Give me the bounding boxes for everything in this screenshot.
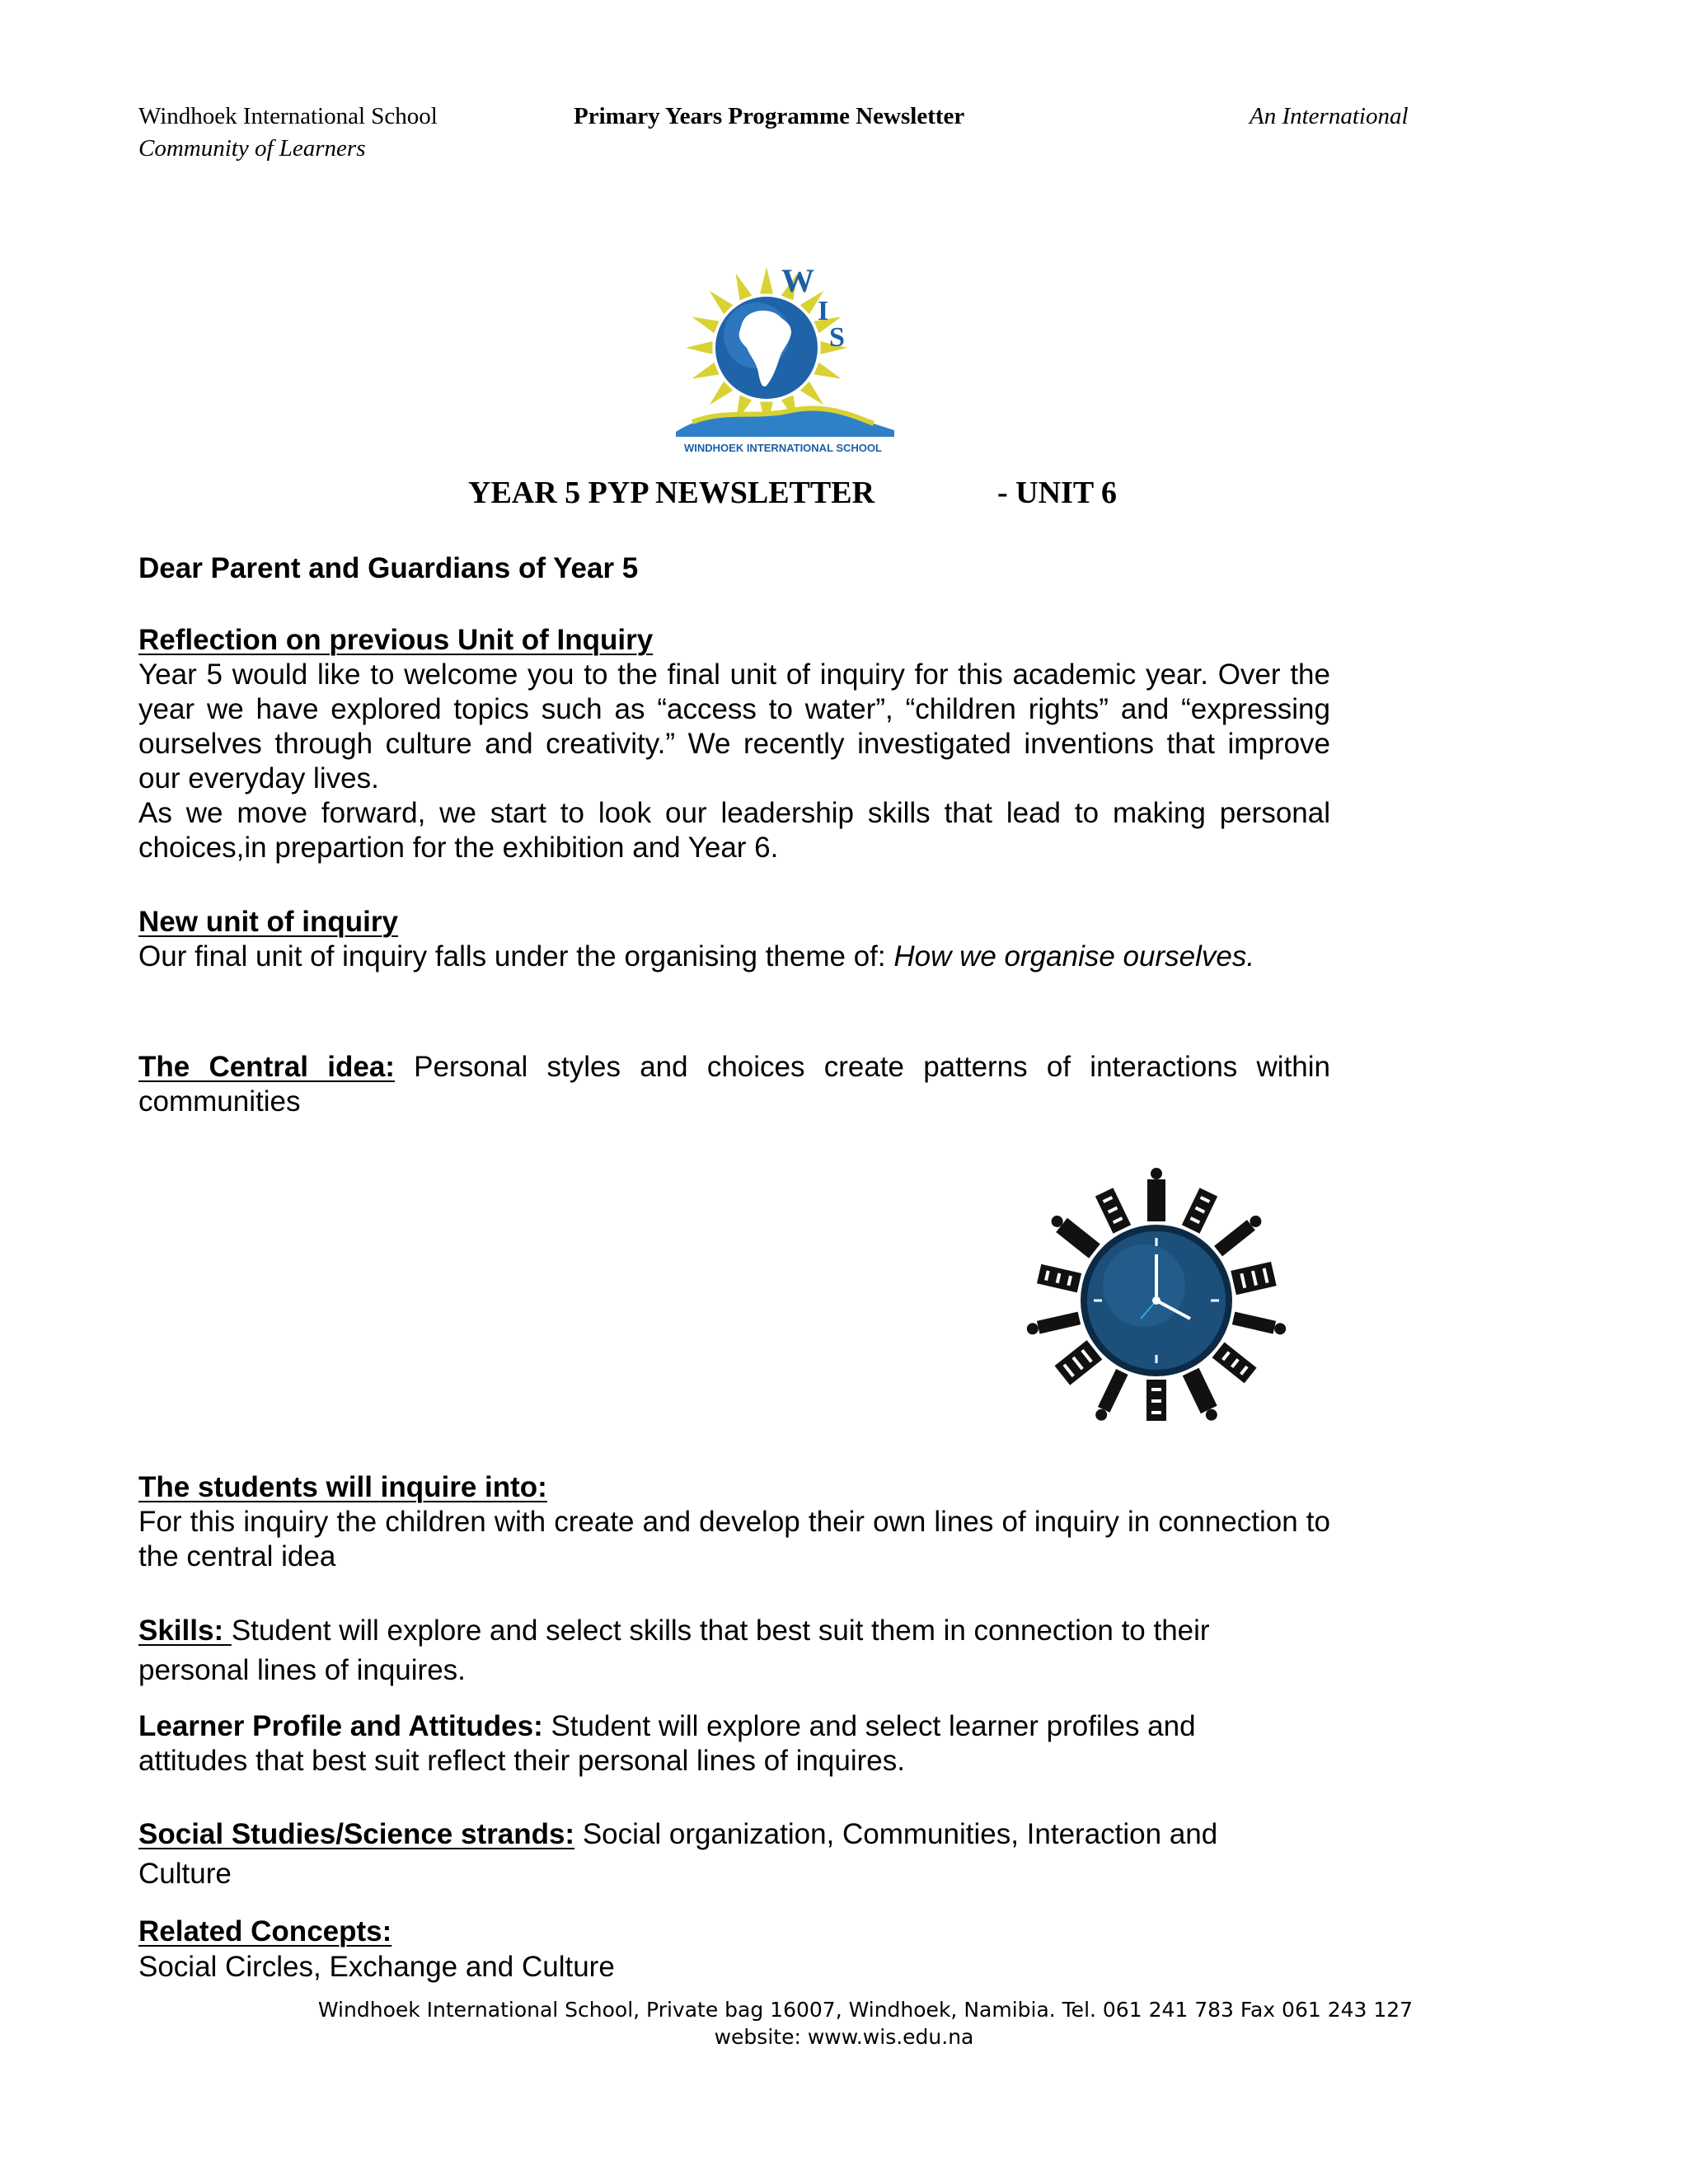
sun-ray-icon: [692, 363, 719, 379]
footer-website: website: www.wis.edu.na: [714, 2025, 974, 2049]
building-silhouette-icon: [1095, 1188, 1131, 1233]
building-silhouette-icon: [1146, 1380, 1166, 1421]
reflection-paragraph-2: As we move forward, we start to look our leadership skills that lead to making personal choices,in prepartion for the exhibition and Year 6.: [138, 797, 1330, 864]
learner-profile: [138, 1709, 1309, 1779]
skills: [138, 1611, 1309, 1690]
footer-address: Windhoek International School, Private bag 16007, Windhoek, Namibia. Tel. 061 241 783 Fax 061 243 127: [317, 1998, 1414, 2022]
learner-profile-label: Learner Profile and Attitudes:: [138, 1710, 543, 1742]
organising-theme: How we organise ourselves.: [893, 940, 1255, 972]
sun-ray-icon: [760, 267, 773, 293]
reflection-paragraph-1: Year 5 would like to welcome you to the final unit of inquiry for this academic year. Over the year we have explored topics such as “access to water”, “children rights” and “expressing ourselves through culture and creativity.” We recently investigated inventions that improve our everyday lives.: [138, 658, 1330, 794]
person-silhouette-icon: [1147, 1168, 1165, 1221]
page-title: YEAR 5 PYP NEWSLETTER: [468, 476, 875, 510]
person-silhouette-icon: [1025, 1312, 1081, 1337]
logo-letter-i: I: [818, 296, 829, 326]
logo-caption: WINDHOEK INTERNATIONAL SCHOOL: [683, 442, 883, 454]
central-idea: [138, 1050, 1330, 1119]
sun-ray-icon: [800, 382, 824, 405]
related-concepts-heading: Related Concepts:: [138, 1915, 392, 1947]
building-silhouette-icon: [1182, 1188, 1217, 1233]
tagline-part1: An International: [1250, 103, 1409, 129]
school-name: Windhoek International School: [138, 103, 438, 129]
reflection-heading: Reflection on previous Unit of Inquiry: [138, 624, 654, 656]
strands-label: Social Studies/Science strands:: [138, 1818, 575, 1850]
person-silhouette-icon: [1047, 1211, 1100, 1258]
person-silhouette-icon: [1093, 1369, 1128, 1423]
logo-letter-s: S: [829, 322, 845, 353]
building-silhouette-icon: [1037, 1264, 1081, 1293]
central-idea-label: The Central idea:: [138, 1051, 395, 1083]
community-clock-image: [996, 1146, 1317, 1459]
logo-letter-w: W: [781, 262, 814, 299]
sun-ray-icon: [710, 382, 734, 405]
sun-ray-icon: [710, 291, 734, 315]
strands-text: Social organization, Communities, Interaction and Culture: [138, 1818, 1218, 1890]
person-silhouette-icon: [1232, 1312, 1287, 1337]
skills-label: Skills:: [138, 1615, 232, 1647]
building-silhouette-icon: [1212, 1342, 1257, 1383]
sun-ray-icon: [686, 341, 712, 354]
building-silhouette-icon: [1231, 1262, 1276, 1295]
inquire-heading: The students will inquire into:: [138, 1471, 547, 1503]
unit-label: - UNIT 6: [997, 476, 1117, 510]
person-silhouette-icon: [1183, 1368, 1222, 1424]
school-logo: [659, 257, 907, 455]
tagline-part2: Community of Learners: [138, 135, 366, 162]
learner-profile-text: Student will explore and select learner profiles and attitudes that best suit reflect their personal lines of inquires.: [138, 1710, 1196, 1777]
skills-text: Student will explore and select skills that best suit them in connection to their personal lines of inquires.: [138, 1615, 1210, 1686]
sun-ray-icon: [692, 316, 719, 333]
new-unit-text: [138, 940, 1375, 974]
building-silhouette-icon: [1055, 1340, 1103, 1385]
new-unit-heading: New unit of inquiry: [138, 906, 398, 938]
central-idea-text: Personal styles and choices create patterns of interactions within communities: [138, 1051, 1330, 1118]
new-unit-intro: Our final unit of inquiry falls under the organising theme of:: [138, 940, 894, 972]
inquire-text: For this inquiry the children with create and develop their own lines of inquiry in connection to the central idea: [138, 1506, 1330, 1572]
person-silhouette-icon: [1214, 1212, 1264, 1256]
strands: [138, 1815, 1309, 1894]
sun-ray-icon: [814, 363, 842, 379]
programme-name: Primary Years Programme Newsletter: [574, 103, 965, 129]
related-concepts-text: Social Circles, Exchange and Culture: [138, 1951, 615, 1983]
sun-ray-icon: [735, 273, 752, 300]
greeting: Dear Parent and Guardians of Year 5: [138, 552, 639, 584]
